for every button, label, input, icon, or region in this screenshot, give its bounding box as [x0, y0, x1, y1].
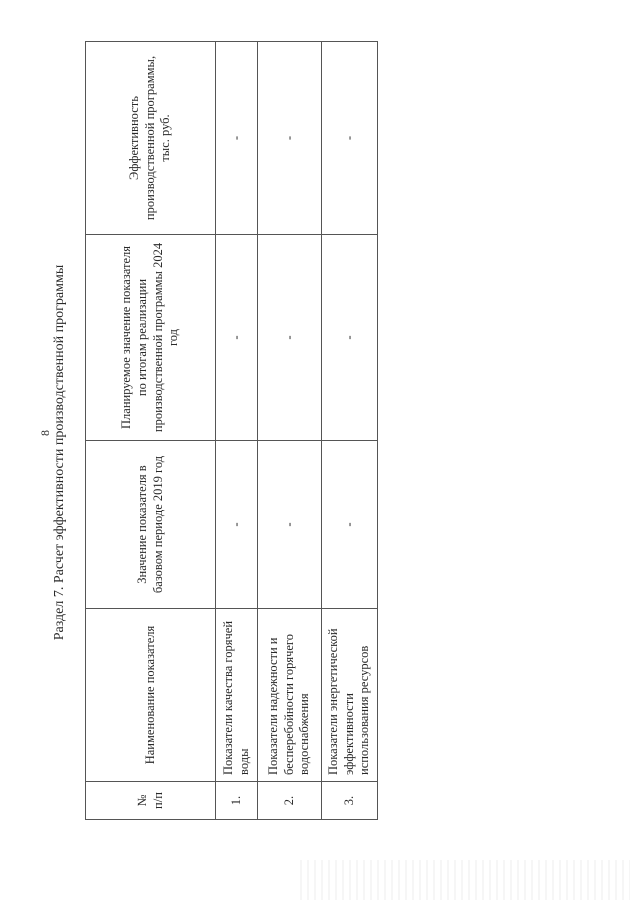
header-efficiency: Эффективность производственной программы, тыс. руб.: [86, 42, 216, 235]
header-indicator-name: Наименование показателя: [86, 609, 216, 782]
row-efficiency: -: [322, 42, 378, 235]
row-base-value: -: [322, 441, 378, 609]
header-base-value: Значение показателя в базовом периоде 2019 год: [86, 441, 216, 609]
row-number: 2.: [258, 782, 322, 820]
row-efficiency: -: [258, 42, 322, 235]
header-planned-value: Планируемое значение показателя по итогам реализации производственной программы 2024 год: [86, 235, 216, 441]
row-planned-value: -: [216, 235, 258, 441]
table-row: [322, 42, 378, 820]
row-indicator-name: Показатели качества горячей воды: [216, 609, 258, 782]
row-planned-value: -: [258, 235, 322, 441]
table-row: [258, 42, 322, 820]
row-number: 1.: [216, 782, 258, 820]
row-indicator-name: Показатели энергетической эффективности использования ресурсов: [322, 609, 378, 782]
table-row: [216, 42, 258, 820]
page-number: 8: [38, 430, 52, 436]
row-planned-value: -: [322, 235, 378, 441]
row-indicator-name: Показатели надежности и бесперебойности горячего водоснабжения: [258, 609, 322, 782]
section-title: Раздел 7. Расчет эффективности производственной программы: [52, 264, 67, 641]
efficiency-table: [85, 41, 378, 820]
table-header-row: [86, 42, 216, 820]
header-number: № п/п: [86, 782, 216, 820]
row-efficiency: -: [216, 42, 258, 235]
row-base-value: -: [216, 441, 258, 609]
row-number: 3.: [322, 782, 378, 820]
row-base-value: -: [258, 441, 322, 609]
